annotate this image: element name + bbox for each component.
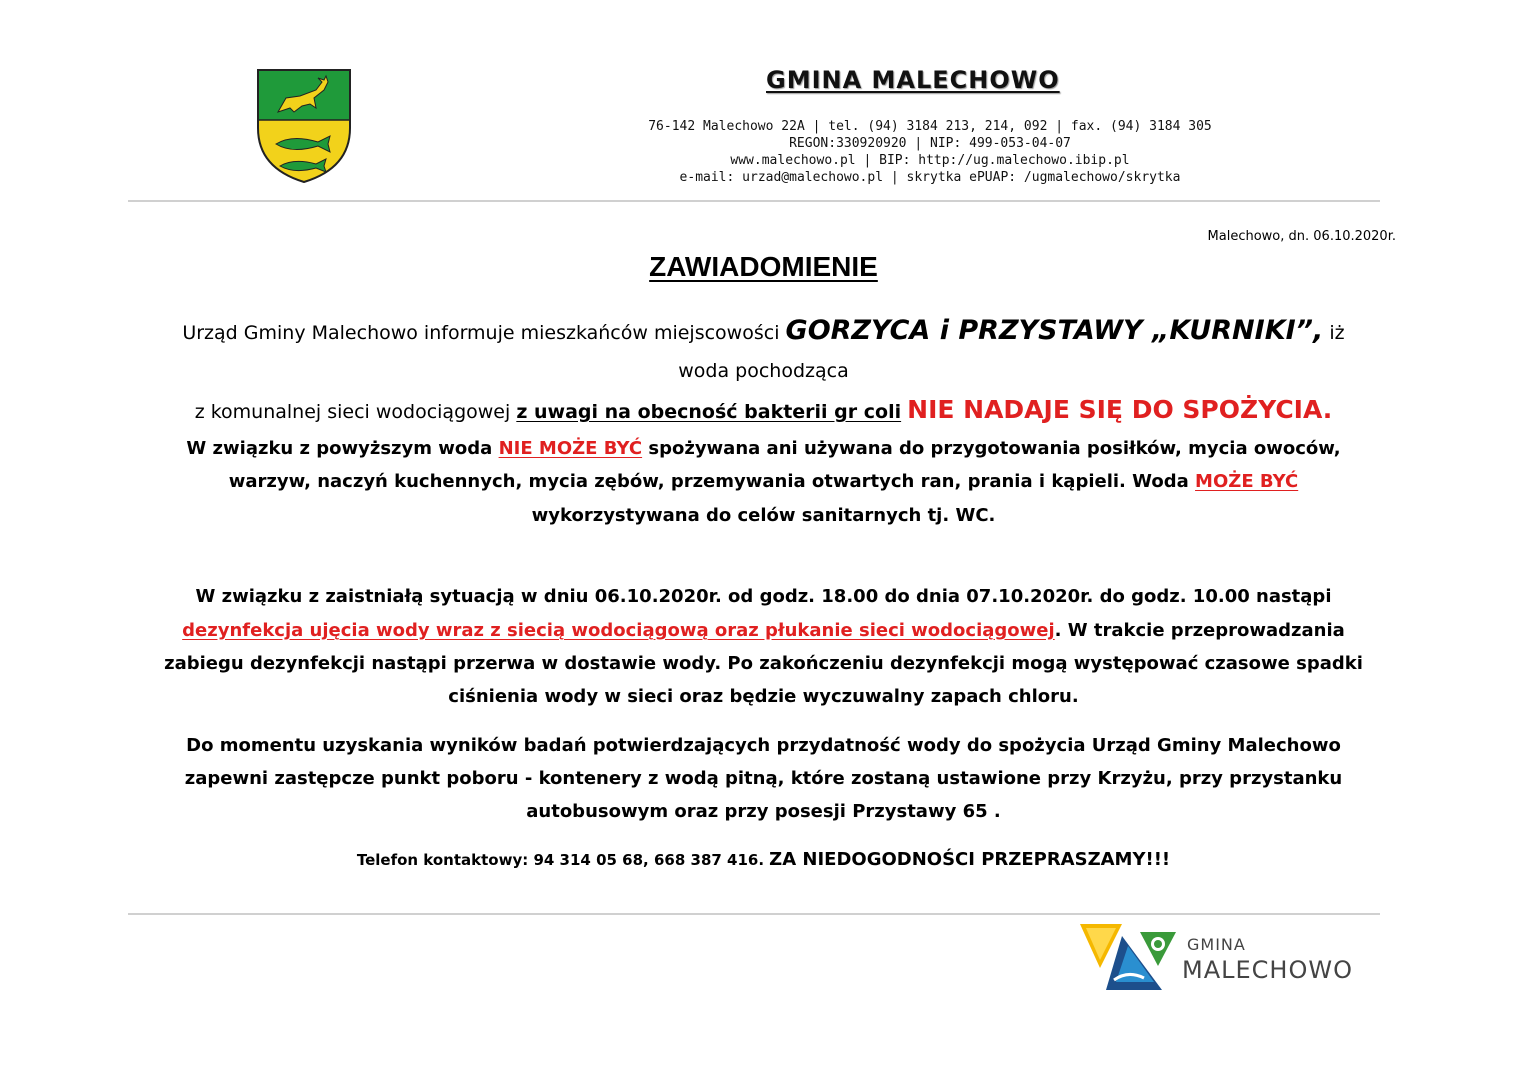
disinfection-notice: dezynfekcja ujęcia wody wraz z siecią wodociągową oraz płukanie sieci wodociągowej	[182, 620, 1055, 641]
contact-phone-line	[120, 845, 1407, 875]
para2-line-4: ciśnienia wody w sieci oraz będzie wyczuwalny zapach chloru.	[448, 686, 1079, 707]
letterhead-contact	[560, 118, 1300, 186]
coat-of-arms-logo	[256, 68, 352, 184]
contact-address: 76-142 Malechowo 22A | tel. (94) 3184 213, 214, 092 | fax. (94) 3184 305	[648, 119, 1212, 134]
not-drinkable-warning: NIE NADAJE SIĘ DO SPOŻYCIA.	[907, 395, 1333, 424]
para3-line-2: zapewni zastępcze punkt poboru - kontenery z wodą pitną, które zostaną ustawione przy Krzyżu, przy przystanku	[184, 768, 1343, 789]
footer-malechowo-label: MALECHOWO	[1182, 956, 1353, 984]
footer-divider	[128, 913, 1380, 915]
contact-email: e-mail: urzad@malechowo.pl | skrytka ePUAP: /ugmalechowo/skrytka	[679, 170, 1181, 185]
para3-line-3: autobusowym oraz przy posesji Przystawy 65 .	[526, 801, 1001, 822]
para2-line-3: zabiegu dezynfekcji nastąpi przerwa w dostawie wody. Po zakończeniu dezynfekcji mogą występować czasowe spadki	[164, 653, 1363, 674]
contact-registration: REGON:330920920 | NIP: 499-053-04-07	[789, 136, 1071, 151]
bacteria-reason: z uwagi na obecność bakterii gr coli	[516, 401, 902, 423]
para2-line-1: W związku z zaistniałą sytuacją w dniu 06.10.2020r. od godz. 18.00 do dnia 07.10.2020r. do godz. 10.00 nastąpi	[195, 586, 1332, 607]
letterhead-title: GMINA MALECHOWO	[766, 66, 1060, 94]
para1-text-2: warzyw, naczyń kuchennych, mycia zębów, przemywania otwartych ran, prania i kąpieli. Woda	[228, 471, 1189, 492]
para1-line-1	[120, 432, 1407, 465]
contact-websites: www.malechowo.pl | BIP: http://ug.malechowo.ibip.pl	[730, 153, 1130, 168]
document-date: Malechowo, dn. 06.10.2020r.	[1207, 229, 1396, 244]
footer-gmina-label: GMINA	[1187, 935, 1246, 954]
gmina-malechowo-brand-logo	[1078, 922, 1178, 994]
para1-line-2	[120, 465, 1407, 498]
para1-text-cont: spożywana ani używana do przygotowania posiłków, mycia owoców,	[648, 438, 1341, 459]
para2-text: . W trakcie przeprowadzania	[1054, 620, 1345, 641]
contact-phone: Telefon kontaktowy: 94 314 05 68, 668 387 416.	[356, 851, 765, 869]
para3-line-1: Do momentu uzyskania wyników badań potwierdzających przydatność wody do spożycia Urząd Gminy Malechowo	[186, 735, 1341, 756]
document-heading: ZAWIADOMIENIE	[649, 251, 878, 282]
para1-line-3: wykorzystywana do celów sanitarnych tj. WC.	[531, 505, 996, 526]
para2-line-2	[120, 614, 1407, 647]
header-divider	[128, 200, 1380, 202]
intro-line-2: woda pochodząca	[678, 360, 849, 382]
apology-text: ZA NIEDOGODNOŚCI PRZEPRASZAMY!!!	[769, 849, 1171, 870]
places-highlight: GORZYCA i PRZYSTAWY „KURNIKI”,	[785, 315, 1324, 346]
para1-text: W związku z powyższym woda	[186, 438, 493, 459]
intro-text-end: iż	[1329, 322, 1345, 344]
intro-line-3-text: z komunalnej sieci wodociągowej	[194, 401, 511, 423]
intro-text: Urząd Gminy Malechowo informuje mieszkańców miejscowości	[182, 322, 780, 344]
cannot-be-warning: NIE MOŻE BYĆ	[498, 438, 643, 459]
intro-line-3	[120, 393, 1407, 429]
can-be-note: MOŻE BYĆ	[1195, 471, 1299, 492]
intro-line-1	[120, 310, 1407, 354]
